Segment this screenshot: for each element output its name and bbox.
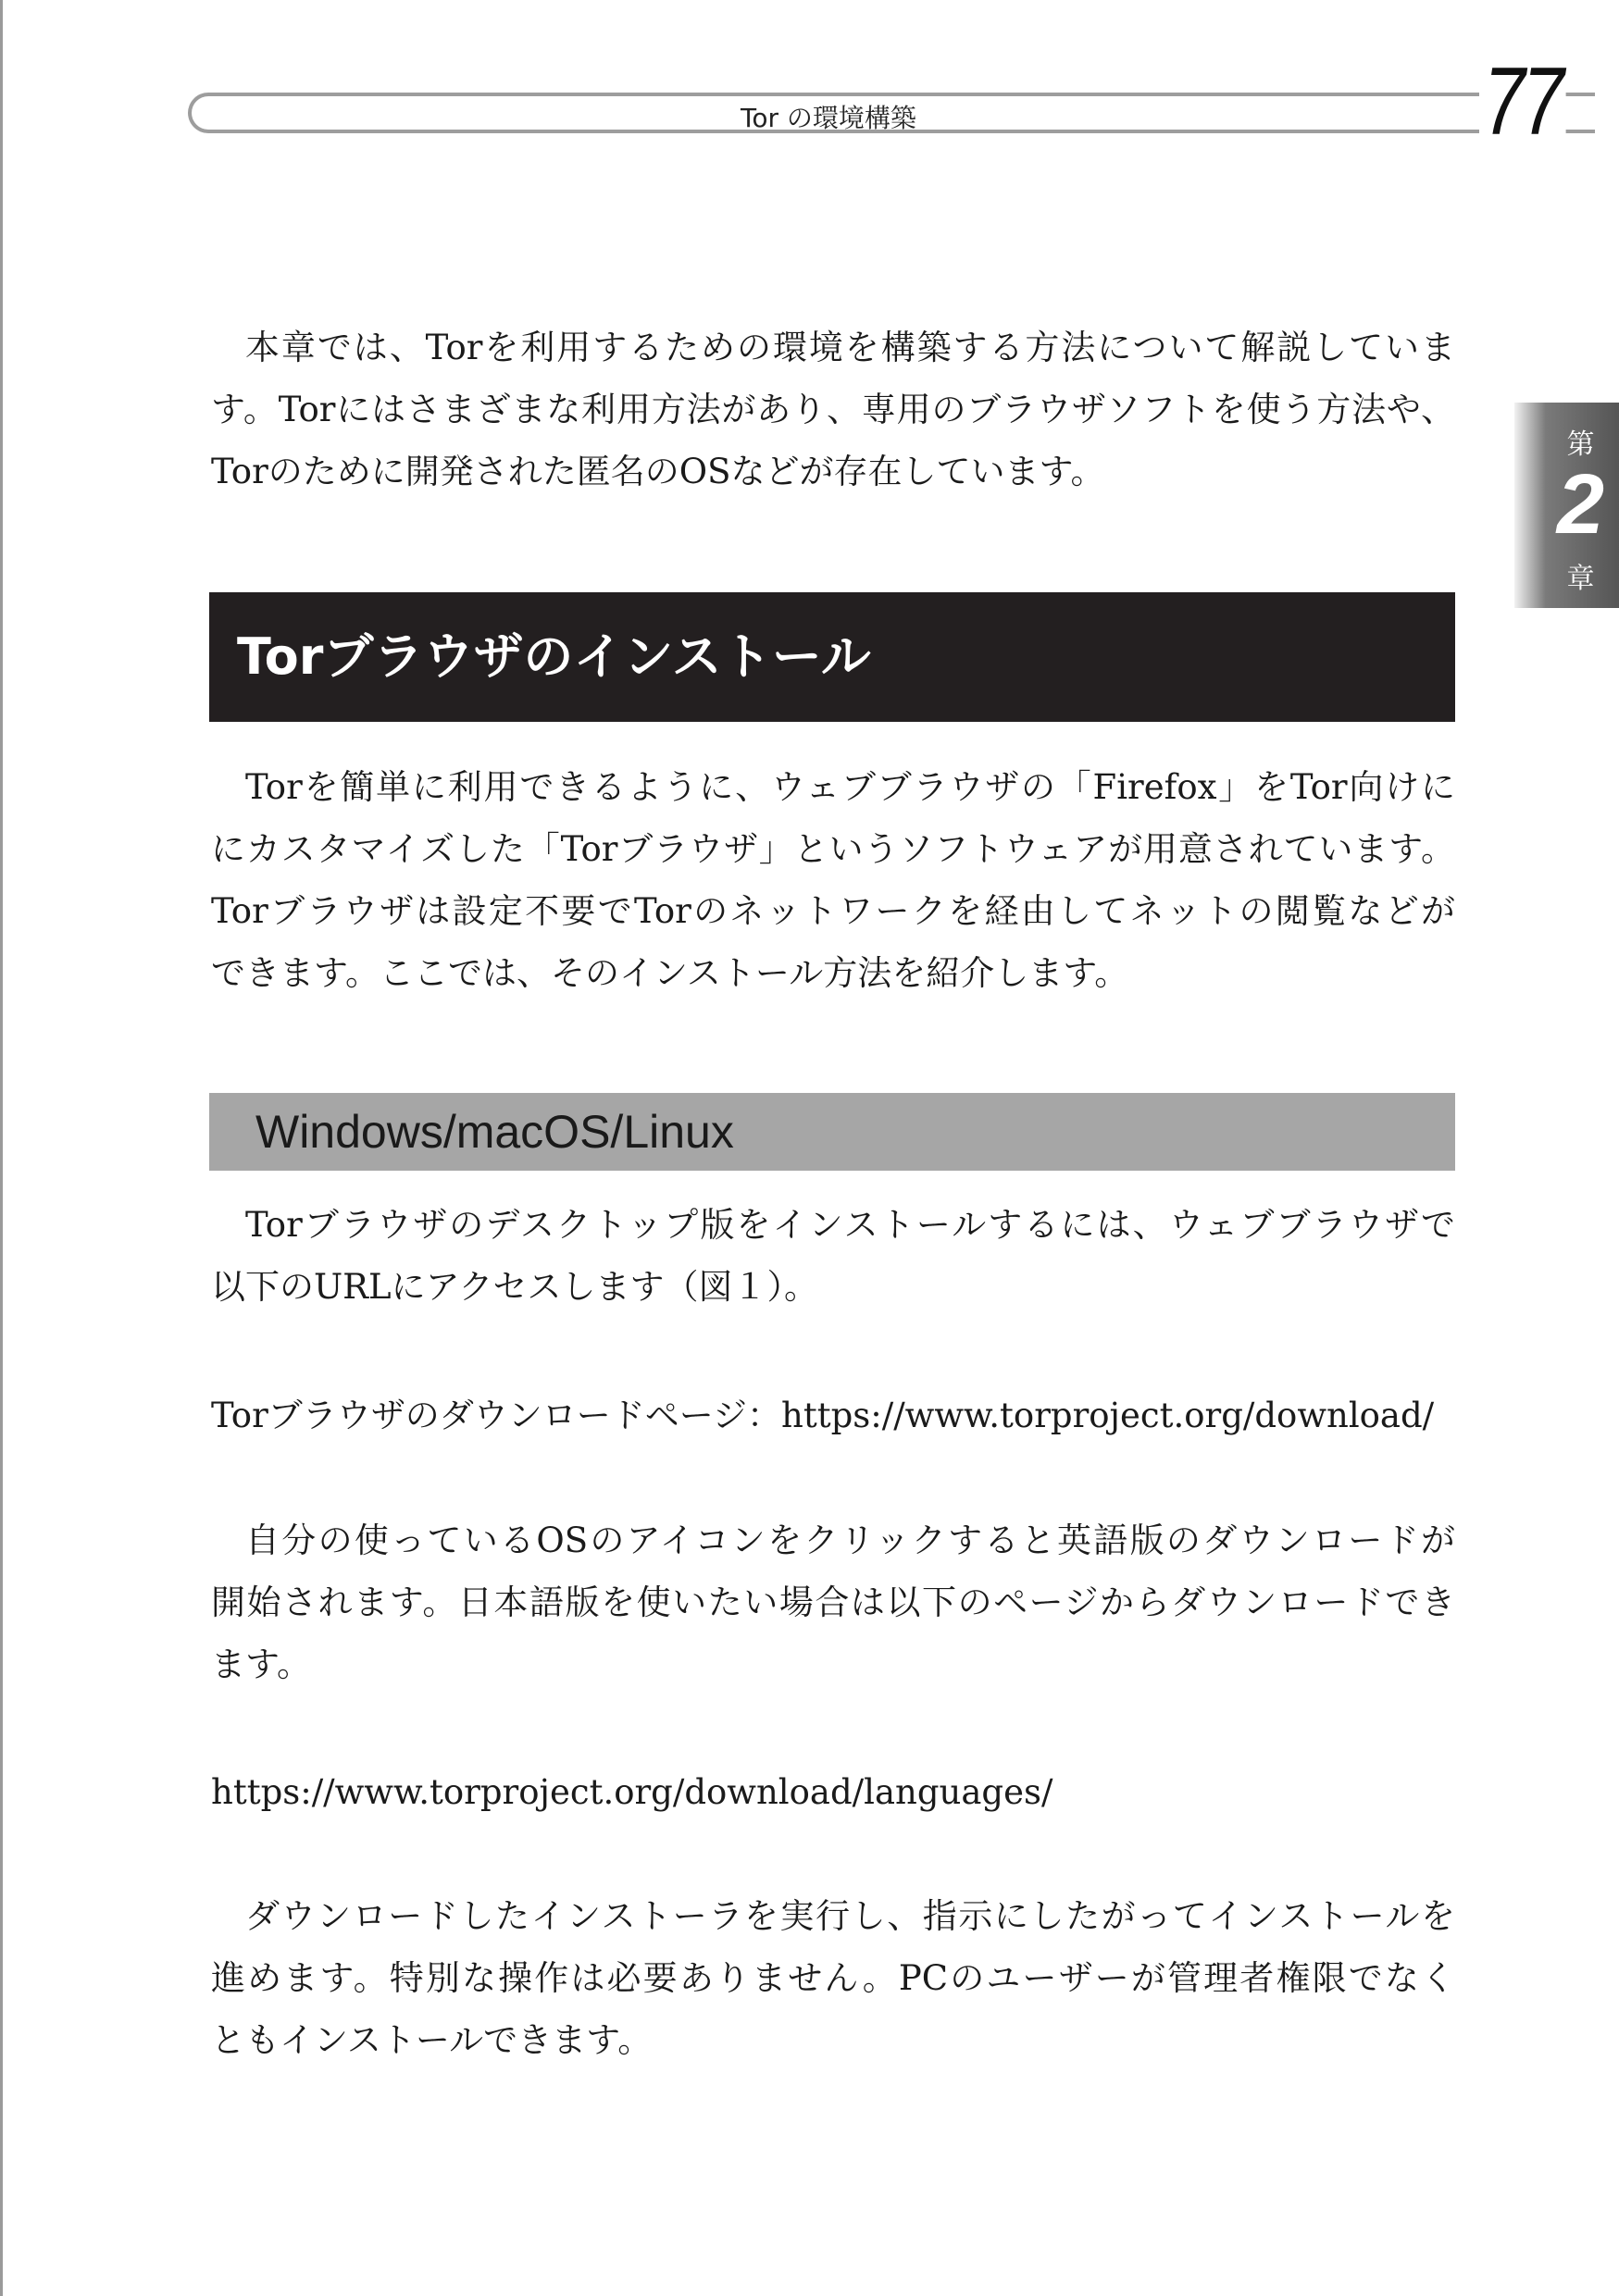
- page-edge: [0, 0, 3, 2296]
- section2-paragraph-2: [211, 1509, 1455, 1695]
- text-line: 自分の使っているOSのアイコンをクリックすると英語版のダウンロードが: [245, 1520, 1455, 1560]
- text-line: ともインストールできます。: [211, 2020, 653, 2060]
- text-line: Torブラウザは設定不要でTorのネットワークを経由してネットの閲覧などが: [211, 891, 1455, 931]
- running-title: Tor の環境構築: [741, 103, 916, 133]
- section1-paragraph: [211, 756, 1455, 1004]
- download-url: Torブラウザのダウンロードページ：https://www.torproject.org/download/: [211, 1396, 1435, 1435]
- subsection-heading: Windows/macOS/Linux: [209, 1093, 1455, 1171]
- languages-url: https://www.torproject.org/download/languages/: [211, 1772, 1053, 1812]
- text-line: できます。ここでは、そのインストール方法を紹介します。: [211, 953, 1129, 993]
- section2-paragraph-1: [211, 1194, 1455, 1318]
- page-number: 77: [1479, 54, 1565, 150]
- intro-paragraph: [211, 316, 1455, 503]
- text-line: Torを簡単に利用できるように、ウェブブラウザの「Firefox」をTor向けに: [245, 767, 1455, 807]
- text-line: Torのために開発された匿名のOSなどが存在しています。: [211, 452, 1105, 491]
- running-header: [188, 93, 1595, 133]
- text-line: 開始されます。日本語版を使いたい場合は以下のページからダウンロードでき: [211, 1582, 1455, 1622]
- text-line: にカスタマイズした「Torブラウザ」というソフトウェアが用意されています。: [211, 829, 1455, 869]
- text-line: ダウンロードしたインストーラを実行し、指示にしたがってインストールを: [245, 1896, 1455, 1936]
- text-line: ます。: [211, 1644, 312, 1684]
- chapter-tab: [1514, 403, 1619, 608]
- section-heading: Torブラウザのインストール: [209, 592, 1455, 722]
- text-line: 本章では、Torを利用するための環境を構築する方法について解説していま: [245, 328, 1455, 367]
- text-line: 進めます。特別な操作は必要ありません。PCのユーザーが管理者権限でなく: [211, 1958, 1455, 1998]
- text-line: Torブラウザのデスクトップ版をインストールするには、ウェブブラウザで: [245, 1205, 1455, 1245]
- chapter-suffix: 章: [1566, 563, 1595, 595]
- text-line: 以下のURLにアクセスします（図１）。: [211, 1267, 819, 1307]
- text-line: す。Torにはさまざまな利用方法があり、専用のブラウザソフトを使う方法や、: [211, 390, 1455, 429]
- section2-paragraph-3: [211, 1885, 1455, 2071]
- chapter-number: 2: [1556, 457, 1605, 552]
- chapter-prefix: 第: [1566, 428, 1595, 461]
